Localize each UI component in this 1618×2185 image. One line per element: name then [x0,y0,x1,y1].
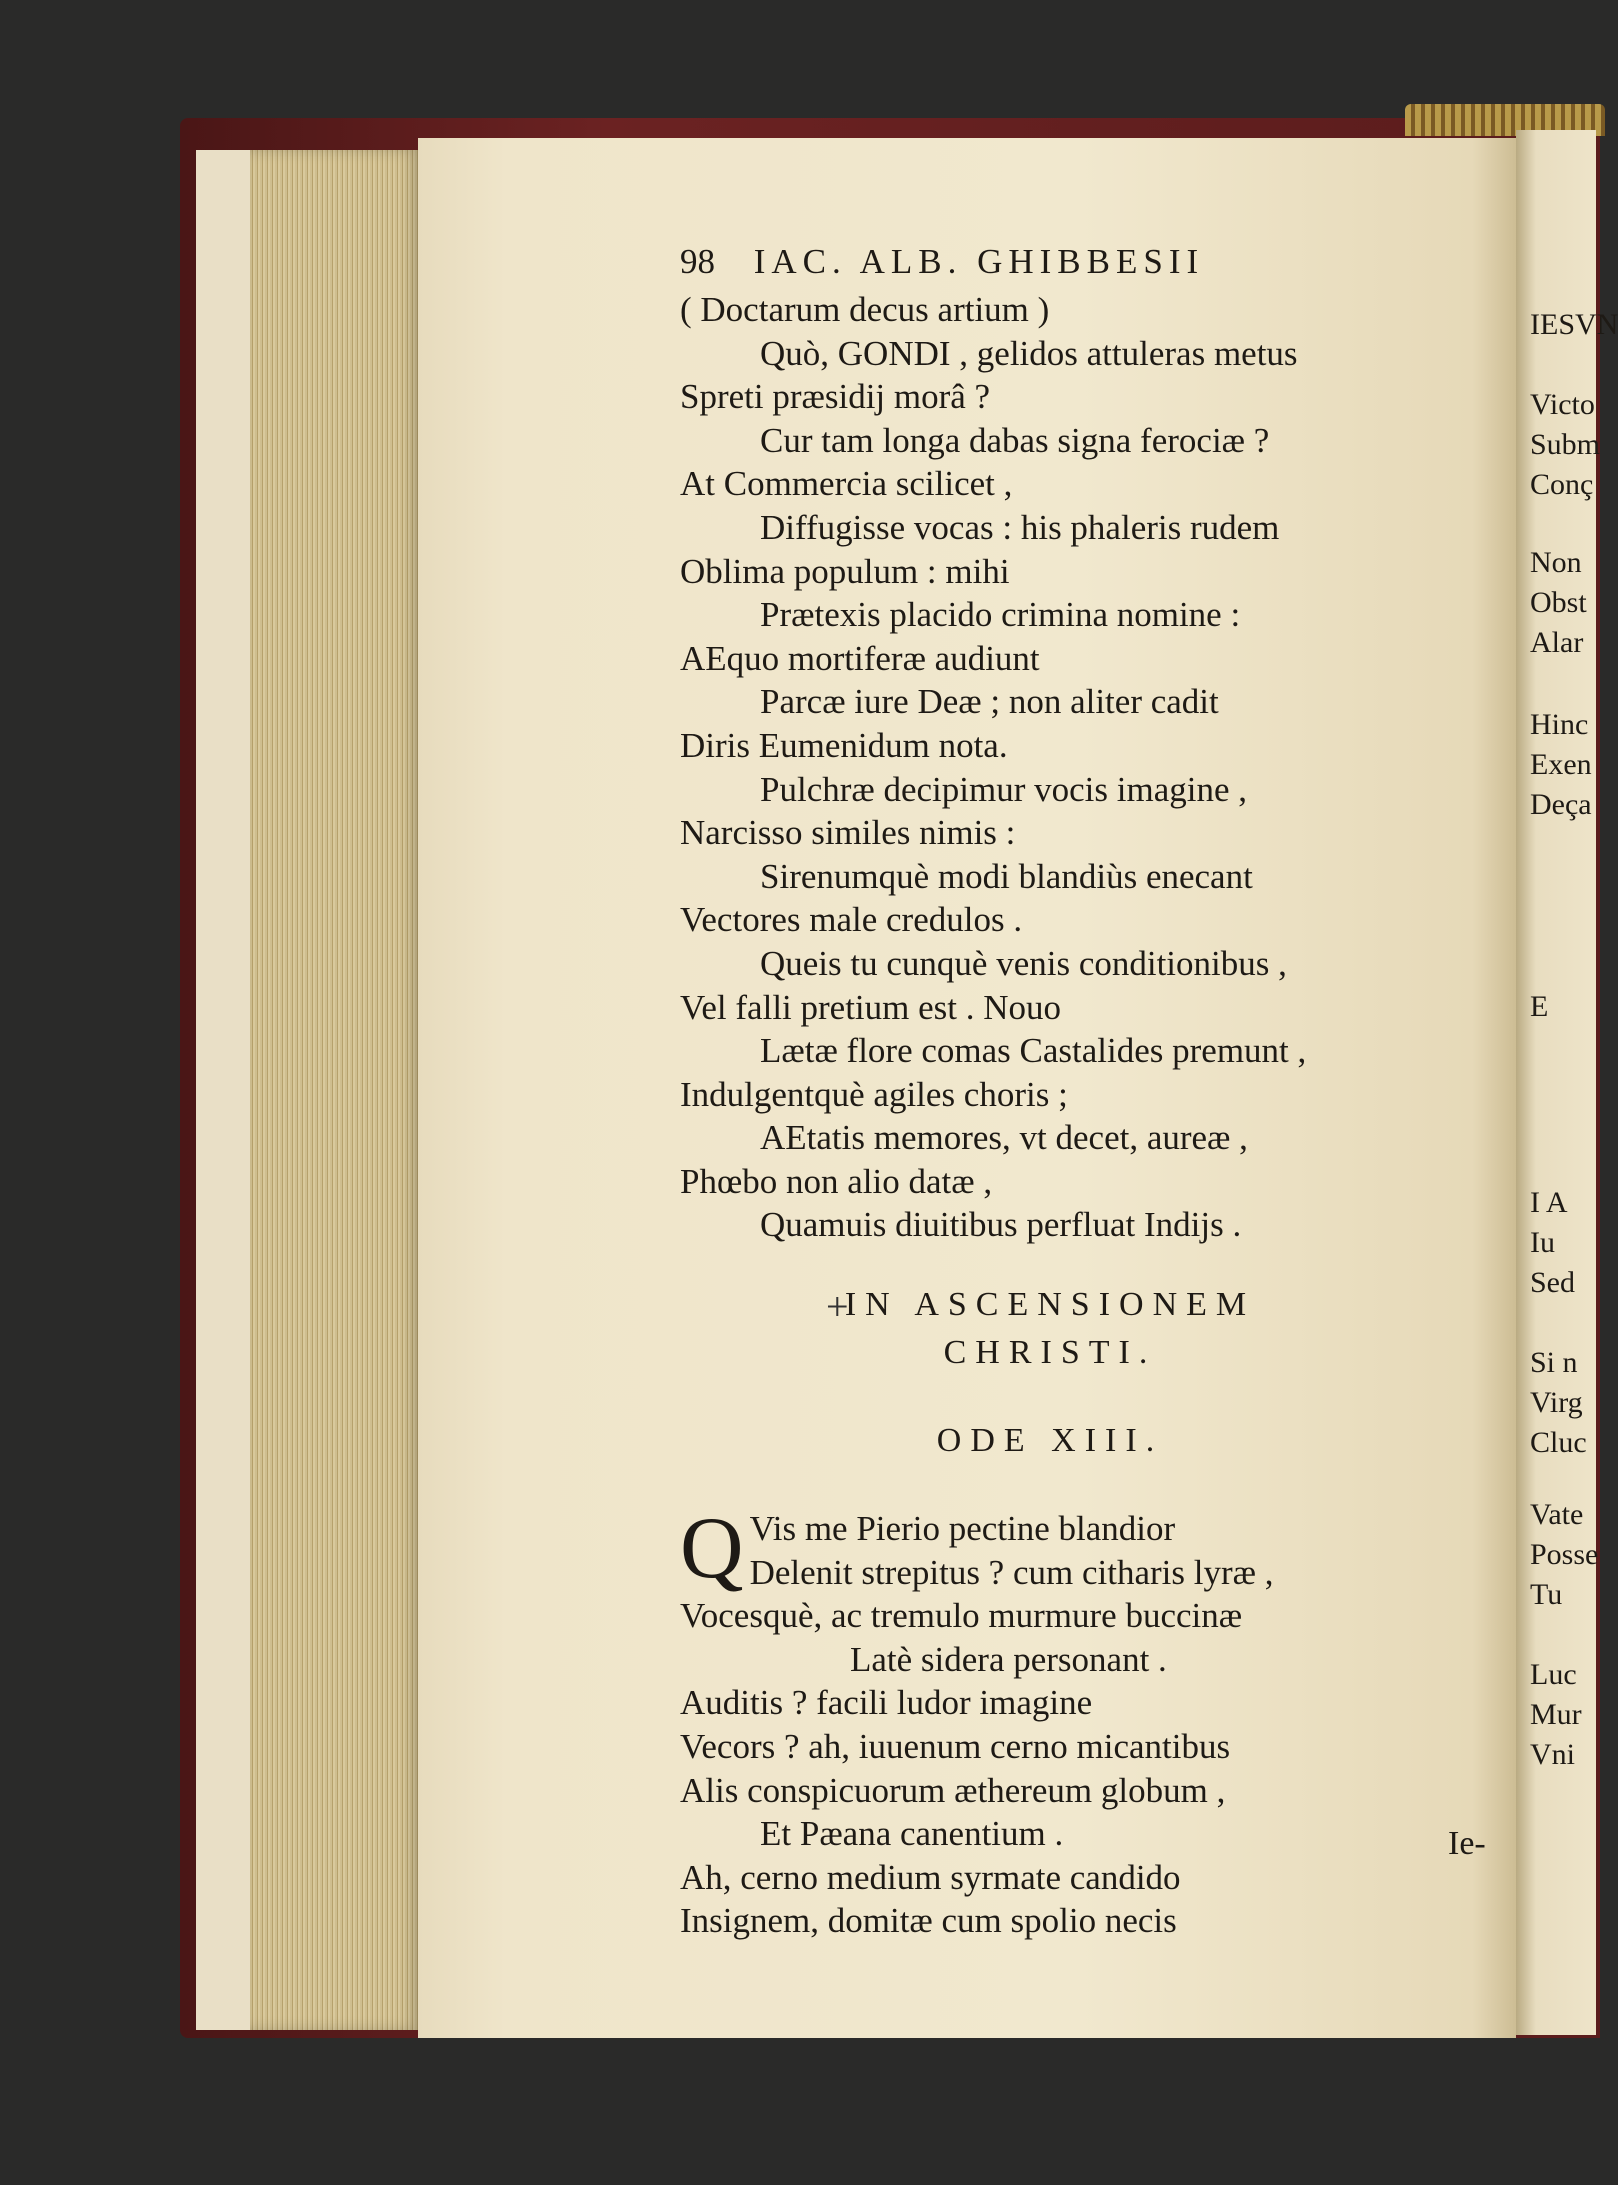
verse-line: Prætexis placido crimina nomine : [760,595,1241,635]
next-page-fragment: IESVN [1530,308,1618,341]
verse-line: AEtatis memores, vt decet, aureæ , [760,1118,1248,1158]
next-page-fragment: Virg [1530,1386,1583,1419]
next-page-fragment: Hinc [1530,708,1589,741]
verse-line: Insignem, domitæ cum spolio necis [680,1901,1177,1941]
section-heading: IN ASCENSIONEM [844,1286,1256,1324]
next-page-fragment: Vni [1530,1738,1575,1771]
verse-line: Vel falli pretium est . Nouo [680,987,1062,1027]
verse-line: Lætæ flore comas Castalides premunt , [760,1031,1307,1071]
catchword: Ie- [1448,1825,1486,1862]
running-head [680,240,1420,288]
verse-line: Diris Eumenidum nota. [680,725,1008,765]
next-page-fragment: Tu [1530,1578,1563,1611]
verse-line: Auditis ? facili ludor imagine [680,1683,1093,1723]
verse-line: Quamuis diuitibus perfluat Indijs . [760,1205,1242,1245]
next-page-fragment: Vate [1530,1498,1584,1531]
next-page-fragment: Sed [1530,1266,1575,1299]
ode-opening [680,1500,1420,1598]
verse-line: Parcæ iure Deæ ; non aliter cadit [760,682,1219,722]
next-page-fragment: Exen [1530,748,1592,781]
ode-number: ODE XIII. [936,1422,1164,1460]
next-page-fragment: Posse [1530,1538,1599,1571]
verse-line: Narcisso similes nimis : [680,813,1016,853]
verse-line: Indulgentquè agiles choris ; [680,1074,1068,1114]
running-title: IAC. ALB. GHIBBESII [753,242,1205,281]
verse-line: Pulchræ decipimur vocis imagine , [760,769,1247,809]
verse-line: Alis conspicuorum æthereum globum , [680,1770,1226,1810]
verse-line: Sirenumquè modi blandiùs enecant [760,856,1253,896]
verse-line: Oblima populum : mihi [680,551,1010,591]
verse-line: Phœbo non alio datæ , [680,1161,993,1201]
section-heading-2: CHRISTI. [943,1334,1157,1372]
verse-line: Vis me Pierio pectine blandior [749,1509,1176,1549]
verse-line: At Commercia scilicet , [680,464,1013,504]
verse-line: ( Doctarum decus artium ) [680,290,1050,329]
verse-line: Latè sidera personant . [850,1639,1167,1679]
next-page-fragment: Iu [1530,1226,1555,1259]
next-page-fragment: Si n [1530,1346,1578,1379]
next-page-fragment: E [1530,990,1549,1023]
verse-line: Queis tu cunquè venis conditionibus , [760,943,1287,983]
page-text [680,240,1420,1943]
next-page-fragment: Deça [1530,788,1592,821]
next-page-fragment: Cluc [1530,1426,1587,1459]
verse-line: Vecors ? ah, iuuenum cerno micantibus [680,1727,1231,1767]
verse-line: Vectores male credulos . [680,900,1023,940]
next-page-fragment: Obst [1530,586,1587,619]
next-page-fragment: Victo [1530,388,1595,421]
verse-line: Diffugisse vocas : his phaleris rudem [760,507,1280,547]
next-page-fragment: Alar [1530,626,1584,659]
drop-cap: Q [680,1500,744,1598]
page-number: 98 [680,242,715,281]
verse-line: Delenit strepitus ? cum citharis lyræ , [749,1552,1274,1592]
page-edges [250,150,420,2030]
cross-mark: + [826,1284,849,1329]
next-page-fragment: Mur [1530,1698,1582,1731]
verse-line: Vocesquè, ac tremulo murmure buccinæ [680,1596,1243,1636]
verse-line: Quò, GONDI , gelidos attuleras metus [760,333,1298,373]
next-page-fragment: Non [1530,546,1582,579]
next-page-fragment: Conç [1530,468,1594,501]
verse-line: Spreti præsidij morâ ? [680,377,991,417]
next-page-fragment: I A [1530,1186,1568,1219]
verse-line: Ah, cerno medium syrmate candido [680,1857,1181,1897]
next-page-fragment: Subm [1530,428,1601,461]
verse-line: AEquo mortiferæ audiunt [680,638,1040,678]
next-page-fragment: Luc [1530,1658,1577,1691]
verse-line: Cur tam longa dabas signa ferociæ ? [760,420,1270,460]
verse-line: Et Pæana canentium . [760,1814,1064,1854]
